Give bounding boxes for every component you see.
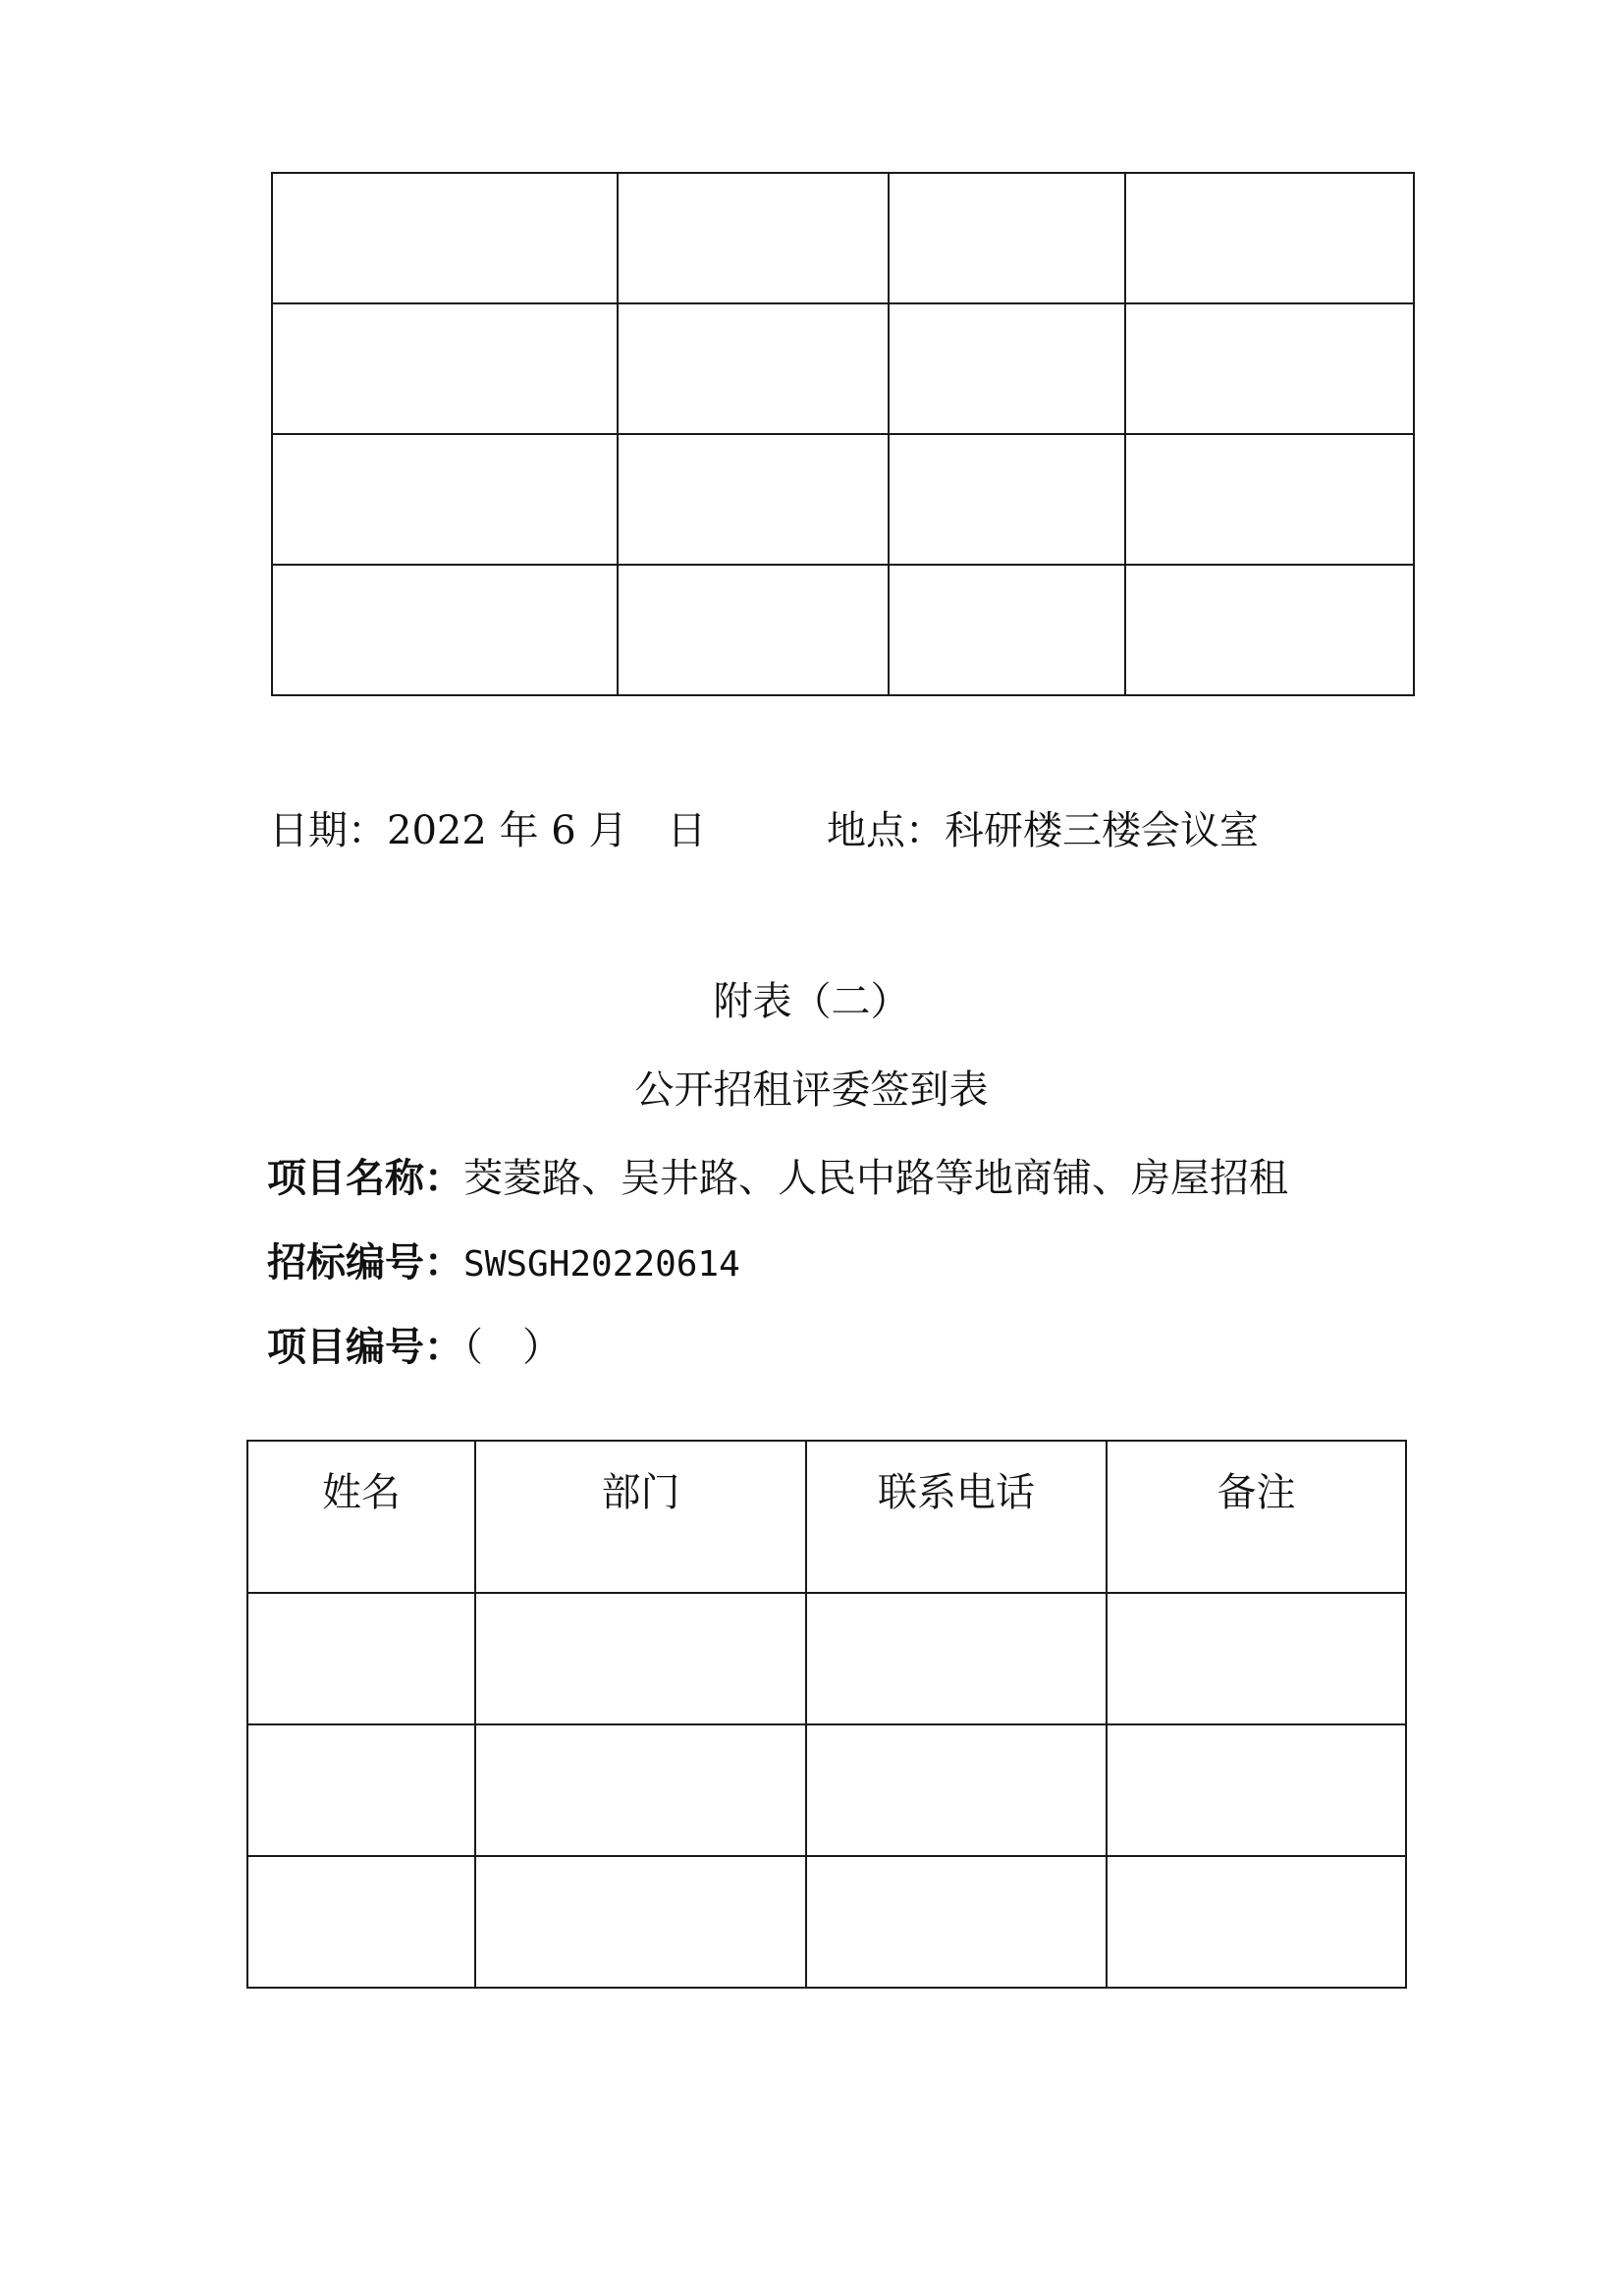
date-value: 2022 年 6 月 日 (387, 808, 707, 853)
location-value: 科研楼三楼会议室 (945, 808, 1259, 853)
table-cell (247, 1724, 475, 1856)
table-cell (272, 565, 618, 695)
table-cell (272, 434, 618, 565)
table-cell (806, 1856, 1107, 1988)
table-row (272, 303, 1414, 434)
table-cell (272, 173, 618, 303)
table-cell (475, 1856, 806, 1988)
project-number-line (267, 1324, 562, 1370)
date-label: 日期： (269, 808, 387, 853)
location-text (827, 808, 1259, 853)
table-cell (1107, 1724, 1406, 1856)
tender-number-value: SWSGH20220614 (463, 1244, 740, 1285)
project-name-label: 项目名称： (267, 1155, 463, 1201)
table-row (272, 173, 1414, 303)
table-cell (618, 303, 889, 434)
table-cell (889, 303, 1125, 434)
table-cell (889, 173, 1125, 303)
table-row (247, 1593, 1406, 1724)
project-number-value: （ ） (463, 1325, 562, 1370)
table-cell (1125, 434, 1414, 565)
table-cell (806, 1724, 1107, 1856)
table-cell (475, 1593, 806, 1724)
tender-number-line (267, 1239, 740, 1285)
table-cell (806, 1593, 1107, 1724)
table-row (247, 1856, 1406, 1988)
appendix-title: 附表（二） (713, 979, 910, 1024)
table-cell (618, 565, 889, 695)
project-number-label: 项目编号： (267, 1324, 463, 1370)
header-name: 姓名 (247, 1441, 475, 1593)
table-cell (247, 1593, 475, 1724)
table-cell (618, 173, 889, 303)
project-name-line (267, 1155, 1288, 1201)
table-row (247, 1724, 1406, 1856)
project-name-value: 茭菱路、吴井路、人民中路等地商铺、房屋招租 (463, 1156, 1288, 1201)
table-cell (1125, 565, 1414, 695)
table-cell (1125, 173, 1414, 303)
header-phone: 联系电话 (806, 1441, 1107, 1593)
table-cell (272, 303, 618, 434)
table-cell (475, 1724, 806, 1856)
header-remarks: 备注 (1107, 1441, 1406, 1593)
table-cell (247, 1856, 475, 1988)
table-cell (1107, 1593, 1406, 1724)
date-text (269, 808, 707, 853)
sign-in-table (246, 1440, 1407, 1989)
table-cell (889, 565, 1125, 695)
table-row (272, 565, 1414, 695)
table-cell (889, 434, 1125, 565)
table-header-row (247, 1441, 1406, 1593)
form-title: 公开招租评委签到表 (634, 1067, 989, 1113)
table-cell (1107, 1856, 1406, 1988)
location-label: 地点： (827, 808, 945, 853)
table-cell (618, 434, 889, 565)
table-cell (1125, 303, 1414, 434)
tender-number-label: 招标编号： (267, 1239, 463, 1285)
continued-table (271, 172, 1415, 696)
table-row (272, 434, 1414, 565)
header-department: 部门 (475, 1441, 806, 1593)
